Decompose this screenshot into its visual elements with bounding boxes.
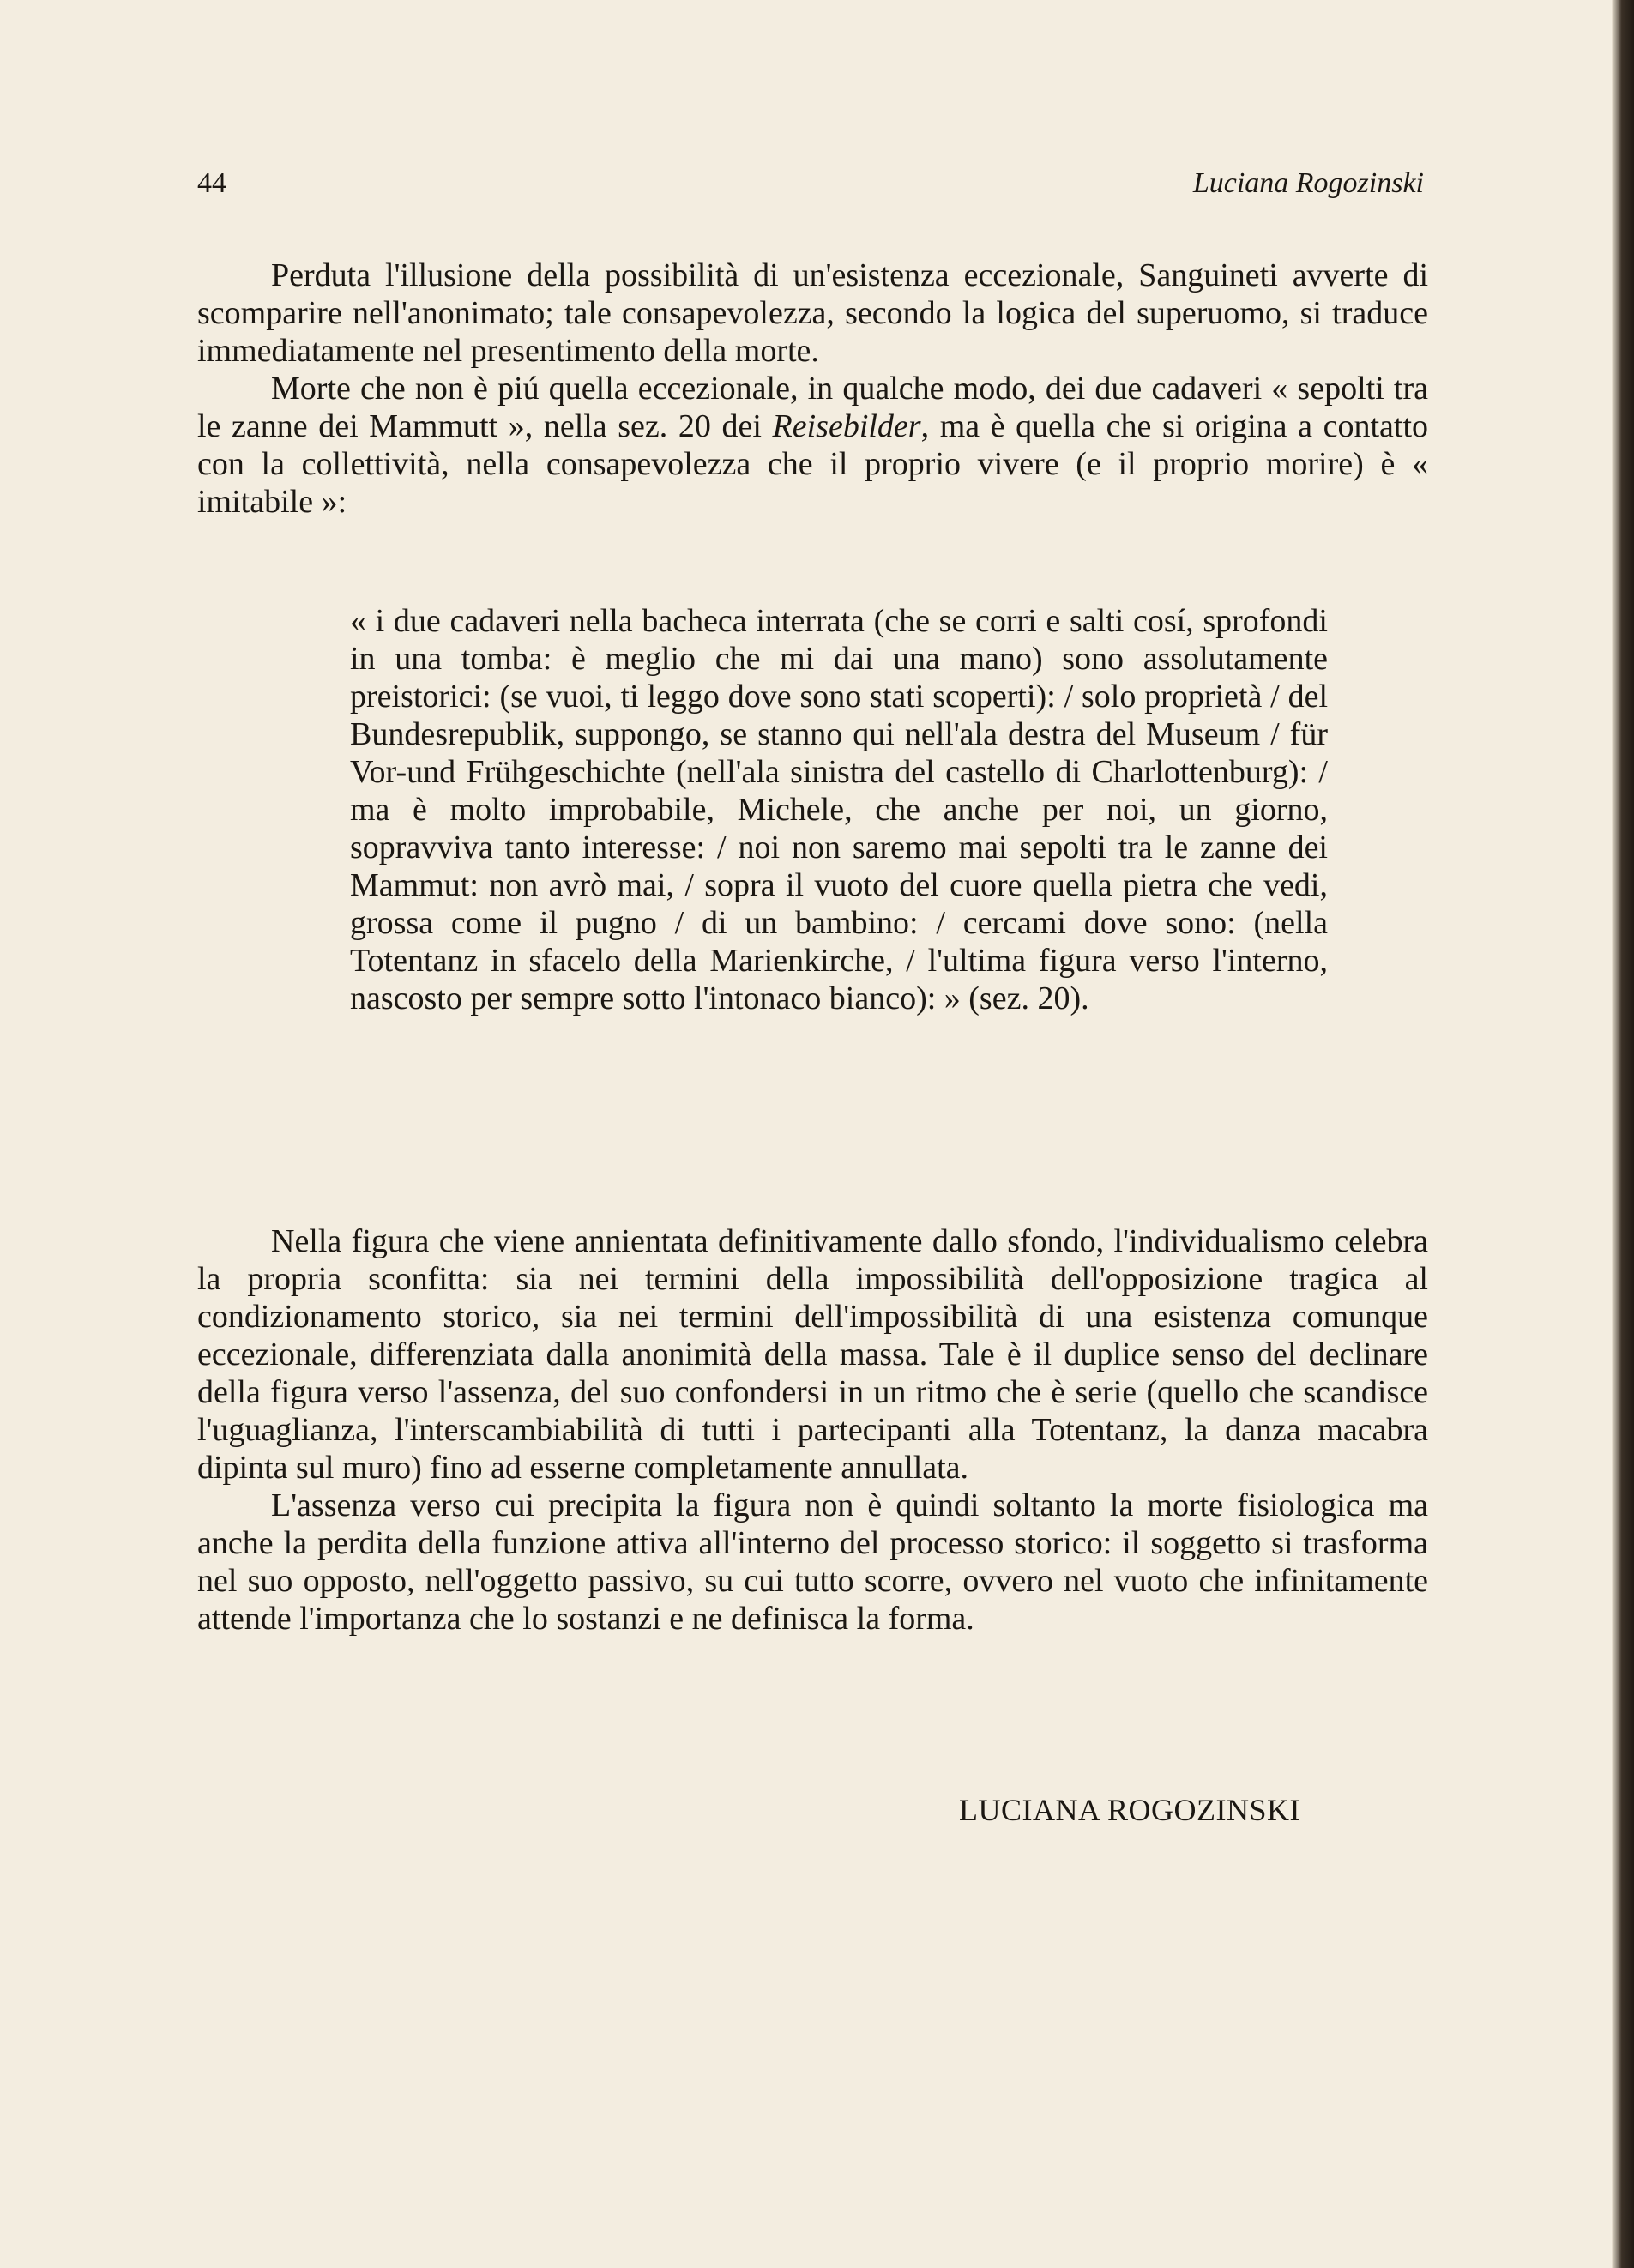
body-text-after-quote <box>197 1222 1428 1638</box>
page-header <box>197 165 1424 202</box>
paragraph <box>197 370 1428 521</box>
paragraph-text: Morte che non è piú quella eccezionale, in qualche modo, dei due cadaveri « sepolti tra le zanne dei Mammutt », nella sez. 20 dei <box>197 371 1428 444</box>
paragraph: Perduta l'illusione della possibilità di un'esistenza eccezionale, Sanguineti avverte di scomparire nell'anonimato; tale consapevolezza, secondo la logica del superuomo, si traduce immediatamente nel presentimento della morte. <box>197 257 1428 369</box>
work-title: Reisebilder <box>772 408 921 444</box>
block-quotation: « i due cadaveri nella bacheca interrata (che se corri e salti cosí, sprofondi in una tomba: è meglio che mi dai una mano) sono assolutamente preistorici: (se vuoi, ti leggo dove sono stati scoperti): / solo proprietà / del Bundesrepublik, suppongo, se stanno qui nell'ala destra del Museum / für Vor-und Frühgeschichte (nell'ala sinistra del castello di Charlottenburg): / ma è molto improbabile, Michele, che anche per noi, un giorno, sopravviva tanto interesse: / noi non saremo mai sepolti tra le zanne dei Mammut: non avrò mai, / sopra il vuoto del cuore quella pietra che vedi, grossa come il pugno / di un bambino: / cercami dove sono: (nella Totentanz in sfacelo della Marienkirche, / l'ultima figura verso l'interno, nascosto per sempre sotto l'intonaco bianco): » (sez. 20). <box>350 603 1328 1016</box>
page-number: 44 <box>197 167 226 199</box>
running-head-author: Luciana Rogozinski <box>1192 167 1424 199</box>
paragraph: L'assenza verso cui precipita la figura non è quindi soltanto la morte fisiologica ma anche la perdita della funzione attiva all'interno del processo storico: il soggetto si trasforma nel suo opposto, nell'oggetto passivo, su cui tutto scorre, ovvero nel vuoto che infinitamente attende l'importanza che lo sostanzi e ne definisca la forma. <box>197 1487 1428 1637</box>
body-text-before-quote <box>197 256 1428 521</box>
page-edge-shadow <box>1612 0 1634 2268</box>
paragraph: Nella figura che viene annientata definitivamente dallo sfondo, l'individualismo celebra la propria sconfitta: sia nei termini della impossibilità dell'opposizione tragica al condizionamento storico, sia nei termini dell'impossibilità di una esistenza comunque eccezionale, differenziata dalla anonimità della massa. Tale è il duplice senso del declinare della figura verso l'assenza, del suo confondersi in un ritmo che è serie (quello che scandisce l'uguaglianza, l'interscambiabilità di tutti i partecipanti alla Totentanz, la danza macabra dipinta sul muro) fino ad esserne completamente annullata. <box>197 1223 1428 1486</box>
paragraph-text: , ma è quella che si origina a contatto con la collettività, nella consapevolezza che il proprio vivere (e il proprio morire) è « imitabile »: <box>197 408 1429 520</box>
author-signature: LUCIANA ROGOZINSKI <box>959 1793 1300 1827</box>
